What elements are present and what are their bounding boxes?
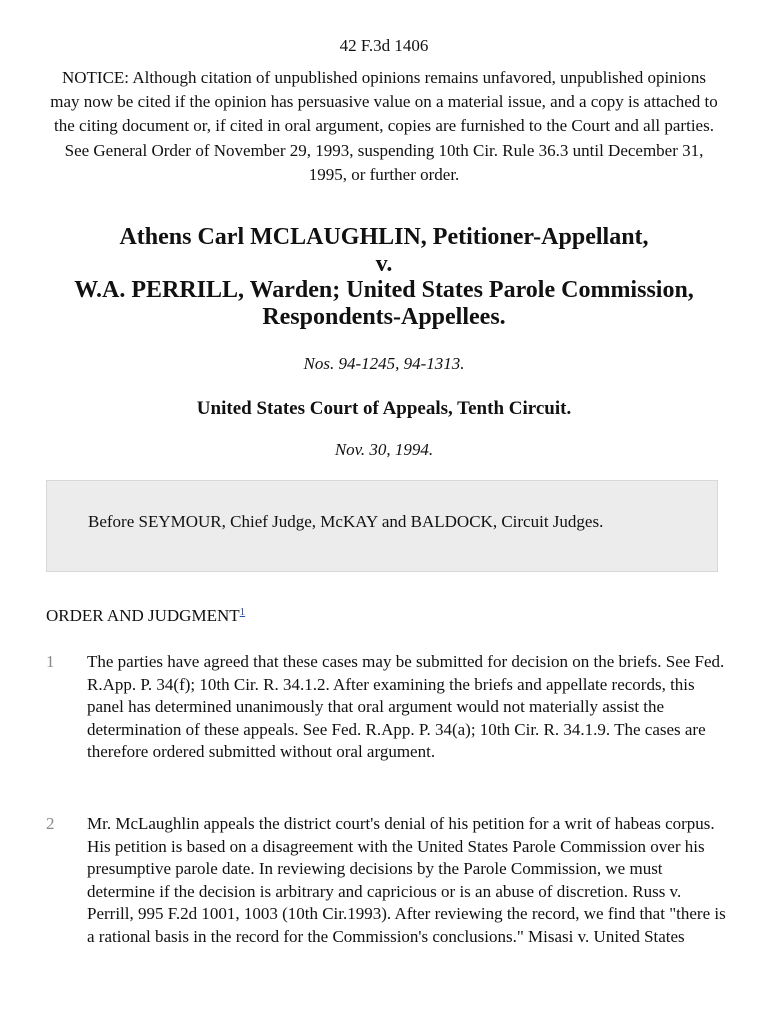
footnote-link[interactable]: 1: [239, 606, 246, 618]
paragraph-number: 2: [46, 814, 55, 833]
paragraph-text: The parties have agreed that these cases may be submitted for decision on the briefs. See Fed. R.App. P. 34(f); 10th Cir. R. 34.1.2. After examining the briefs and appellate records, this panel has determined unanimously that oral argument would not materially assist the determination of these appeals. See Fed. R.App. P. 34(a); 10th Cir. R. 34.1.9. The cases are therefore ordered submitted without oral argument.: [87, 652, 725, 762]
docket-numbers: Nos. 94-1245, 94-1313.: [303, 354, 465, 373]
court-name: United States Court of Appeals, Tenth Circuit.: [196, 398, 572, 419]
panel-judges: Before SEYMOUR, Chief Judge, McKAY and BALDOCK, Circuit Judges.: [88, 512, 604, 531]
case-caption: [30, 224, 738, 330]
petitioner-name: Athens Carl MCLAUGHLIN, Petitioner-Appellant,: [119, 224, 649, 250]
decision-date: Nov. 30, 1994.: [334, 440, 434, 459]
order-heading-label: ORDER AND JUDGMENT: [46, 606, 240, 625]
versus-label: v.: [375, 250, 393, 277]
unpublished-notice: NOTICE: Although citation of unpublished opinions remains unfavored, unpublished opinions may now be cited if the opinion has persuasive value on a material issue, and a copy is attached to the citing document or, if cited in oral argument, copies are furnished to the Court and all parties. See General Order of November 29, 1993, suspending 10th Cir. Rule 36.3 until December 31, 1995, or further order.: [50, 68, 718, 184]
case-citation: 42 F.3d 1406: [339, 36, 429, 55]
paragraph-text: Mr. McLaughlin appeals the district court's denial of his petition for a writ of habeas corpus. His petition is based on a disagreement with the United States Parole Commission over his presumptive parole date. In reviewing decisions by the Parole Commission, we must determine if the decision is arbitrary and capricious or is an abuse of discretion. Russ v. Perrill, 995 F.2d 1001, 1003 (10th Cir.1993). After reviewing the record, we find that "there is a rational basis in the record for the Commission's conclusions." Misasi v. United States: [87, 814, 726, 946]
order-heading: [46, 601, 245, 627]
respondent-name: W.A. PERRILL, Warden; United States Parole Commission, Respondents-Appellees.: [74, 277, 694, 330]
paragraph-number: 1: [46, 652, 55, 671]
panel-box: [46, 480, 718, 572]
